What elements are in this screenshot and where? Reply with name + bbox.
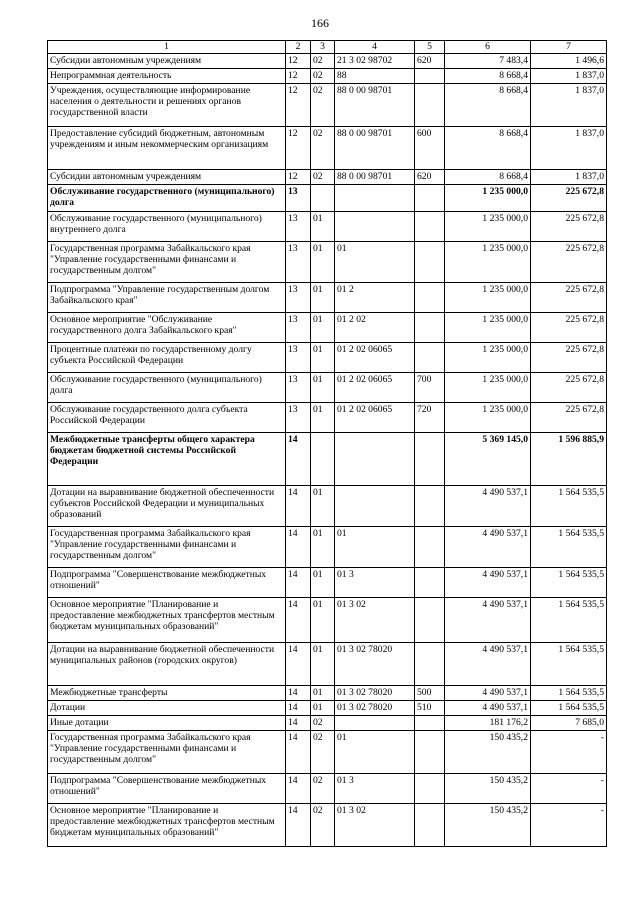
row-name: Подпрограмма "Совершенствование межбюджетных отношений" bbox=[48, 568, 286, 598]
row-target-article: 01 3 bbox=[335, 568, 415, 598]
row-subsection: 01 bbox=[311, 701, 335, 716]
table-row bbox=[48, 54, 607, 69]
row-amount-col6: 8 668,4 bbox=[445, 69, 531, 84]
header-cell: 1 bbox=[48, 41, 286, 54]
header-cell: 6 bbox=[445, 41, 531, 54]
row-amount-col6: 150 435,2 bbox=[445, 731, 531, 774]
row-name: Дотации на выравнивание бюджетной обеспеченности субъектов Российской Федерации и муниципальных образований bbox=[48, 486, 286, 527]
row-amount-col7: 225 672,8 bbox=[531, 242, 607, 283]
row-target-article bbox=[335, 185, 415, 212]
row-expense-type: 620 bbox=[415, 54, 445, 69]
row-section: 13 bbox=[286, 403, 311, 433]
row-subsection: 01 bbox=[311, 486, 335, 527]
row-target-article: 88 0 00 98701 bbox=[335, 127, 415, 170]
row-expense-type bbox=[415, 433, 445, 486]
row-subsection bbox=[311, 185, 335, 212]
table-row bbox=[48, 486, 607, 527]
row-amount-col6: 181 176,2 bbox=[445, 716, 531, 731]
budget-table bbox=[47, 40, 607, 847]
row-amount-col7: 1 564 535,5 bbox=[531, 686, 607, 701]
row-name: Процентные платежи по государственному долгу субъекта Российской Федерации bbox=[48, 343, 286, 373]
row-section: 14 bbox=[286, 486, 311, 527]
row-expense-type: 510 bbox=[415, 701, 445, 716]
row-amount-col6: 8 668,4 bbox=[445, 127, 531, 170]
row-name: Государственная программа Забайкальского края "Управление государственными финансами и государственным долгом" bbox=[48, 527, 286, 568]
row-target-article: 01 3 bbox=[335, 774, 415, 804]
row-target-article: 01 3 02 78020 bbox=[335, 686, 415, 701]
row-target-article: 01 2 02 bbox=[335, 313, 415, 343]
row-target-article bbox=[335, 486, 415, 527]
row-section: 14 bbox=[286, 568, 311, 598]
table-row bbox=[48, 701, 607, 716]
row-expense-type bbox=[415, 643, 445, 686]
row-section: 13 bbox=[286, 313, 311, 343]
row-amount-col6: 4 490 537,1 bbox=[445, 527, 531, 568]
row-amount-col6: 4 490 537,1 bbox=[445, 568, 531, 598]
table-row bbox=[48, 804, 607, 847]
table-row bbox=[48, 403, 607, 433]
row-section: 13 bbox=[286, 212, 311, 242]
table-row bbox=[48, 568, 607, 598]
row-section: 14 bbox=[286, 701, 311, 716]
row-name: Учреждения, осуществляющие информирование населения о деятельности и решениях органов государственной власти bbox=[48, 84, 286, 127]
row-amount-col6: 7 483,4 bbox=[445, 54, 531, 69]
row-name: Дотации bbox=[48, 701, 286, 716]
table-row bbox=[48, 716, 607, 731]
row-expense-type: 500 bbox=[415, 686, 445, 701]
row-amount-col6: 1 235 000,0 bbox=[445, 185, 531, 212]
row-amount-col6: 4 490 537,1 bbox=[445, 686, 531, 701]
row-name: Основное мероприятие "Обслуживание государственного долга Забайкальского края" bbox=[48, 313, 286, 343]
row-section: 12 bbox=[286, 84, 311, 127]
row-section: 14 bbox=[286, 804, 311, 847]
row-expense-type bbox=[415, 486, 445, 527]
row-subsection: 02 bbox=[311, 69, 335, 84]
table-row bbox=[48, 433, 607, 486]
row-name: Основное мероприятие "Планирование и предоставление межбюджетных трансфертов местным бюджетам муниципальных образований" bbox=[48, 804, 286, 847]
row-section: 14 bbox=[286, 686, 311, 701]
row-expense-type bbox=[415, 343, 445, 373]
row-amount-col6: 4 490 537,1 bbox=[445, 486, 531, 527]
header-cell: 4 bbox=[335, 41, 415, 54]
row-subsection: 02 bbox=[311, 170, 335, 185]
row-amount-col7: 225 672,8 bbox=[531, 313, 607, 343]
row-expense-type bbox=[415, 242, 445, 283]
row-amount-col7: 1 564 535,5 bbox=[531, 527, 607, 568]
row-section: 13 bbox=[286, 185, 311, 212]
row-expense-type bbox=[415, 716, 445, 731]
row-expense-type bbox=[415, 69, 445, 84]
header-cell: 5 bbox=[415, 41, 445, 54]
row-amount-col7: 1 837,0 bbox=[531, 69, 607, 84]
row-amount-col7: 225 672,8 bbox=[531, 403, 607, 433]
row-amount-col7: 1 564 535,5 bbox=[531, 486, 607, 527]
row-expense-type: 720 bbox=[415, 403, 445, 433]
row-amount-col6: 1 235 000,0 bbox=[445, 373, 531, 403]
row-expense-type bbox=[415, 313, 445, 343]
row-subsection bbox=[311, 433, 335, 486]
row-amount-col7: 1 837,0 bbox=[531, 84, 607, 127]
row-target-article: 01 3 02 bbox=[335, 804, 415, 847]
table-row bbox=[48, 127, 607, 170]
row-section: 13 bbox=[286, 283, 311, 313]
row-name: Межбюджетные трансферты bbox=[48, 686, 286, 701]
table-row bbox=[48, 527, 607, 568]
row-amount-col7: 1 837,0 bbox=[531, 170, 607, 185]
table-row bbox=[48, 731, 607, 774]
row-name: Подпрограмма "Управление государственным долгом Забайкальского края" bbox=[48, 283, 286, 313]
row-subsection: 01 bbox=[311, 373, 335, 403]
table-row bbox=[48, 373, 607, 403]
row-name: Субсидии автономным учреждениям bbox=[48, 54, 286, 69]
row-target-article: 88 0 00 98701 bbox=[335, 170, 415, 185]
row-section: 14 bbox=[286, 716, 311, 731]
row-subsection: 01 bbox=[311, 403, 335, 433]
row-expense-type bbox=[415, 598, 445, 643]
row-amount-col6: 8 668,4 bbox=[445, 84, 531, 127]
row-name: Иные дотации bbox=[48, 716, 286, 731]
row-subsection: 02 bbox=[311, 774, 335, 804]
row-subsection: 01 bbox=[311, 568, 335, 598]
row-expense-type bbox=[415, 212, 445, 242]
row-amount-col6: 1 235 000,0 bbox=[445, 242, 531, 283]
row-target-article: 01 3 02 bbox=[335, 598, 415, 643]
page-number: 166 bbox=[311, 16, 329, 30]
row-amount-col7: 1 496,6 bbox=[531, 54, 607, 69]
row-subsection: 01 bbox=[311, 686, 335, 701]
row-amount-col6: 1 235 000,0 bbox=[445, 403, 531, 433]
row-expense-type bbox=[415, 527, 445, 568]
row-target-article: 88 0 00 98701 bbox=[335, 84, 415, 127]
row-subsection: 02 bbox=[311, 731, 335, 774]
row-target-article bbox=[335, 212, 415, 242]
row-subsection: 02 bbox=[311, 127, 335, 170]
row-expense-type: 620 bbox=[415, 170, 445, 185]
row-name: Предоставление субсидий бюджетным, автономным учреждениям и иным некоммерческим организациям bbox=[48, 127, 286, 170]
row-name: Подпрограмма "Совершенствование межбюджетных отношений" bbox=[48, 774, 286, 804]
row-target-article: 01 2 02 06065 bbox=[335, 343, 415, 373]
row-amount-col7: 225 672,8 bbox=[531, 212, 607, 242]
row-amount-col7: 225 672,8 bbox=[531, 283, 607, 313]
row-amount-col6: 4 490 537,1 bbox=[445, 701, 531, 716]
row-subsection: 01 bbox=[311, 313, 335, 343]
row-section: 13 bbox=[286, 373, 311, 403]
row-amount-col6: 1 235 000,0 bbox=[445, 343, 531, 373]
row-name: Государственная программа Забайкальского края "Управление государственными финансами и государственным долгом" bbox=[48, 731, 286, 774]
row-amount-col7: 1 564 535,5 bbox=[531, 598, 607, 643]
row-target-article bbox=[335, 433, 415, 486]
row-amount-col7: 1 596 885,9 bbox=[531, 433, 607, 486]
table-row bbox=[48, 643, 607, 686]
table-row bbox=[48, 170, 607, 185]
row-expense-type bbox=[415, 731, 445, 774]
table-row bbox=[48, 686, 607, 701]
row-name: Обслуживание государственного (муниципального) долга bbox=[48, 185, 286, 212]
table-header-row bbox=[48, 41, 607, 54]
row-target-article: 01 2 bbox=[335, 283, 415, 313]
row-amount-col7: - bbox=[531, 731, 607, 774]
row-section: 13 bbox=[286, 242, 311, 283]
row-name: Межбюджетные трансферты общего характера бюджетам бюджетной системы Российской Федерации bbox=[48, 433, 286, 486]
row-amount-col7: - bbox=[531, 804, 607, 847]
row-subsection: 01 bbox=[311, 283, 335, 313]
row-name: Государственная программа Забайкальского края "Управление государственными финансами и государственным долгом" bbox=[48, 242, 286, 283]
row-target-article: 01 3 02 78020 bbox=[335, 643, 415, 686]
row-section: 12 bbox=[286, 69, 311, 84]
row-amount-col7: 1 564 535,5 bbox=[531, 701, 607, 716]
row-name: Обслуживание государственного (муниципального) долга bbox=[48, 373, 286, 403]
row-amount-col6: 150 435,2 bbox=[445, 774, 531, 804]
table-row bbox=[48, 313, 607, 343]
table-row bbox=[48, 283, 607, 313]
row-subsection: 01 bbox=[311, 527, 335, 568]
row-section: 14 bbox=[286, 527, 311, 568]
table-row bbox=[48, 774, 607, 804]
row-amount-col7: 1 564 535,5 bbox=[531, 643, 607, 686]
row-name: Непрограммная деятельность bbox=[48, 69, 286, 84]
row-expense-type: 600 bbox=[415, 127, 445, 170]
row-target-article bbox=[335, 716, 415, 731]
row-amount-col6: 150 435,2 bbox=[445, 804, 531, 847]
row-amount-col6: 4 490 537,1 bbox=[445, 598, 531, 643]
row-target-article: 01 3 02 78020 bbox=[335, 701, 415, 716]
row-amount-col7: - bbox=[531, 774, 607, 804]
row-name: Обслуживание государственного (муниципального) внутреннего долга bbox=[48, 212, 286, 242]
row-target-article: 01 bbox=[335, 527, 415, 568]
table-row bbox=[48, 598, 607, 643]
row-amount-col7: 225 672,8 bbox=[531, 185, 607, 212]
row-amount-col6: 5 369 145,0 bbox=[445, 433, 531, 486]
row-amount-col7: 7 685,0 bbox=[531, 716, 607, 731]
row-subsection: 02 bbox=[311, 54, 335, 69]
row-amount-col7: 1 837,0 bbox=[531, 127, 607, 170]
row-subsection: 01 bbox=[311, 343, 335, 373]
header-cell: 7 bbox=[531, 41, 607, 54]
table-row bbox=[48, 242, 607, 283]
row-section: 12 bbox=[286, 170, 311, 185]
row-target-article: 01 2 02 06065 bbox=[335, 373, 415, 403]
row-amount-col6: 4 490 537,1 bbox=[445, 643, 531, 686]
row-amount-col7: 1 564 535,5 bbox=[531, 568, 607, 598]
row-amount-col7: 225 672,8 bbox=[531, 373, 607, 403]
row-target-article: 01 bbox=[335, 731, 415, 774]
row-subsection: 01 bbox=[311, 643, 335, 686]
row-amount-col6: 1 235 000,0 bbox=[445, 313, 531, 343]
row-name: Субсидии автономным учреждениям bbox=[48, 170, 286, 185]
row-amount-col6: 1 235 000,0 bbox=[445, 283, 531, 313]
row-section: 14 bbox=[286, 643, 311, 686]
row-subsection: 01 bbox=[311, 598, 335, 643]
table-row bbox=[48, 84, 607, 127]
row-amount-col6: 1 235 000,0 bbox=[445, 212, 531, 242]
row-subsection: 02 bbox=[311, 84, 335, 127]
row-section: 13 bbox=[286, 343, 311, 373]
row-target-article: 01 2 02 06065 bbox=[335, 403, 415, 433]
table-row bbox=[48, 212, 607, 242]
row-target-article: 21 3 02 98702 bbox=[335, 54, 415, 69]
row-expense-type: 700 bbox=[415, 373, 445, 403]
row-section: 12 bbox=[286, 54, 311, 69]
row-target-article: 88 bbox=[335, 69, 415, 84]
row-name: Дотации на выравнивание бюджетной обеспеченности муниципальных районов (городских округов) bbox=[48, 643, 286, 686]
row-expense-type bbox=[415, 84, 445, 127]
row-name: Основное мероприятие "Планирование и предоставление межбюджетных трансфертов местным бюджетам муниципальных образований" bbox=[48, 598, 286, 643]
header-cell: 2 bbox=[286, 41, 311, 54]
row-subsection: 01 bbox=[311, 242, 335, 283]
row-expense-type bbox=[415, 568, 445, 598]
row-section: 12 bbox=[286, 127, 311, 170]
row-subsection: 02 bbox=[311, 716, 335, 731]
row-target-article: 01 bbox=[335, 242, 415, 283]
row-section: 14 bbox=[286, 774, 311, 804]
row-expense-type bbox=[415, 185, 445, 212]
row-amount-col7: 225 672,8 bbox=[531, 343, 607, 373]
row-expense-type bbox=[415, 283, 445, 313]
table-row bbox=[48, 343, 607, 373]
header-cell: 3 bbox=[311, 41, 335, 54]
row-amount-col6: 8 668,4 bbox=[445, 170, 531, 185]
table-row bbox=[48, 185, 607, 212]
row-expense-type bbox=[415, 774, 445, 804]
row-section: 14 bbox=[286, 433, 311, 486]
table-row bbox=[48, 69, 607, 84]
row-subsection: 01 bbox=[311, 212, 335, 242]
row-section: 14 bbox=[286, 598, 311, 643]
row-expense-type bbox=[415, 804, 445, 847]
row-subsection: 02 bbox=[311, 804, 335, 847]
row-name: Обслуживание государственного долга субъекта Российской Федерации bbox=[48, 403, 286, 433]
row-section: 14 bbox=[286, 731, 311, 774]
